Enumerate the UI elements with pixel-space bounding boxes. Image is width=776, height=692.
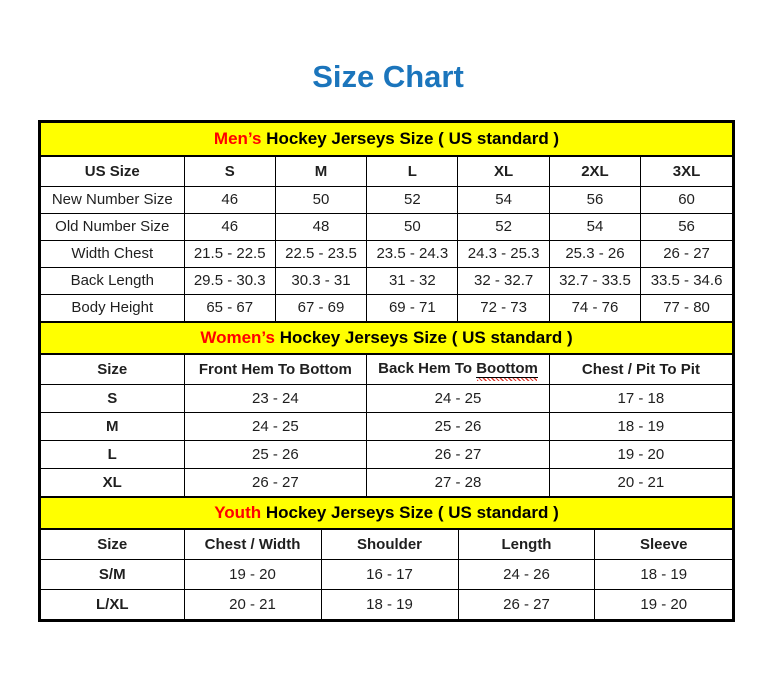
- table-row: [41, 589, 732, 619]
- value-cell: 54: [549, 213, 640, 240]
- mens-table: [41, 157, 732, 321]
- table-row: [41, 267, 732, 294]
- column-header-row: [41, 355, 732, 384]
- table-row: [41, 294, 732, 321]
- value-cell: 33.5 - 34.6: [641, 267, 732, 294]
- column-header-cell: Sleeve: [595, 530, 732, 559]
- value-cell: 18 - 19: [321, 589, 458, 619]
- row-label-cell: Old Number Size: [41, 213, 184, 240]
- value-cell: 56: [641, 213, 732, 240]
- value-cell: 56: [549, 186, 640, 213]
- value-cell: 19 - 20: [595, 589, 732, 619]
- value-cell: 22.5 - 23.5: [275, 240, 366, 267]
- womens-table-title-band: [41, 321, 732, 355]
- value-cell: 50: [275, 186, 366, 213]
- table-row: [41, 412, 732, 440]
- value-cell: 72 - 73: [458, 294, 549, 321]
- row-label-cell: Width Chest: [41, 240, 184, 267]
- value-cell: 52: [458, 213, 549, 240]
- value-cell: 26 - 27: [184, 468, 367, 496]
- column-header-row: [41, 530, 732, 559]
- value-cell: 67 - 69: [275, 294, 366, 321]
- womens-table-title-text: Hockey Jerseys Size ( US standard ): [274, 328, 573, 347]
- value-cell: 52: [367, 186, 458, 213]
- value-cell: 20 - 21: [549, 468, 732, 496]
- value-cell: 46: [184, 186, 275, 213]
- table-row: [41, 186, 732, 213]
- womens-table: [41, 355, 732, 496]
- column-header-cell: Front Hem To Bottom: [184, 355, 367, 384]
- youth-table-title-text: Hockey Jerseys Size ( US standard ): [261, 503, 559, 522]
- value-cell: 50: [367, 213, 458, 240]
- value-cell: 21.5 - 22.5: [184, 240, 275, 267]
- value-cell: 46: [184, 213, 275, 240]
- value-cell: 32 - 32.7: [458, 267, 549, 294]
- column-header-cell: Chest / Pit To Pit: [549, 355, 732, 384]
- row-label-cell: L/XL: [41, 589, 184, 619]
- row-label-cell: Body Height: [41, 294, 184, 321]
- youth-table-title-band: [41, 496, 732, 530]
- value-cell: 24.3 - 25.3: [458, 240, 549, 267]
- column-header-cell: L: [367, 157, 458, 186]
- value-cell: 25.3 - 26: [549, 240, 640, 267]
- value-cell: 26 - 27: [458, 589, 595, 619]
- value-cell: 32.7 - 33.5: [549, 267, 640, 294]
- column-header-cell: Size: [41, 355, 184, 384]
- column-header-cell: [367, 355, 550, 384]
- value-cell: 25 - 26: [184, 440, 367, 468]
- youth-table: [41, 530, 732, 619]
- value-cell: 19 - 20: [184, 559, 321, 589]
- table-row: [41, 384, 732, 412]
- column-header-cell: XL: [458, 157, 549, 186]
- value-cell: 54: [458, 186, 549, 213]
- row-label-cell: S: [41, 384, 184, 412]
- value-cell: 19 - 20: [549, 440, 732, 468]
- column-header-row: [41, 157, 732, 186]
- table-row: [41, 468, 732, 496]
- mens-table-title-accent: Men’s: [213, 129, 262, 148]
- page-title: Size Chart: [312, 59, 464, 94]
- mens-table-title-text: Hockey Jerseys Size ( US standard ): [261, 129, 560, 148]
- column-header-cell: S: [184, 157, 275, 186]
- value-cell: 17 - 18: [549, 384, 732, 412]
- value-cell: 20 - 21: [184, 589, 321, 619]
- column-header-cell: US Size: [41, 157, 184, 186]
- misspelled-word: Boottom: [476, 360, 538, 378]
- table-row: [41, 440, 732, 468]
- column-header-cell: M: [275, 157, 366, 186]
- value-cell: 48: [275, 213, 366, 240]
- youth-size-table: [41, 496, 732, 619]
- row-label-cell: Back Length: [41, 267, 184, 294]
- value-cell: 31 - 32: [367, 267, 458, 294]
- row-label-cell: S/M: [41, 559, 184, 589]
- womens-table-title-accent: Women’s: [200, 328, 275, 347]
- value-cell: 25 - 26: [367, 412, 550, 440]
- column-header-cell: Shoulder: [321, 530, 458, 559]
- value-cell: 16 - 17: [321, 559, 458, 589]
- column-header-cell: Size: [41, 530, 184, 559]
- value-cell: 26 - 27: [367, 440, 550, 468]
- value-cell: 18 - 19: [595, 559, 732, 589]
- value-cell: 69 - 71: [367, 294, 458, 321]
- value-cell: 77 - 80: [641, 294, 732, 321]
- value-cell: 18 - 19: [549, 412, 732, 440]
- column-header-cell: Chest / Width: [184, 530, 321, 559]
- womens-size-table: [41, 321, 732, 496]
- value-cell: 65 - 67: [184, 294, 275, 321]
- column-header-cell: 2XL: [549, 157, 640, 186]
- table-row: [41, 240, 732, 267]
- table-row: [41, 213, 732, 240]
- youth-table-title-accent: Youth: [214, 503, 262, 522]
- value-cell: 23.5 - 24.3: [367, 240, 458, 267]
- row-label-cell: M: [41, 412, 184, 440]
- value-cell: 29.5 - 30.3: [184, 267, 275, 294]
- value-cell: 74 - 76: [549, 294, 640, 321]
- row-label-cell: XL: [41, 468, 184, 496]
- value-cell: 30.3 - 31: [275, 267, 366, 294]
- value-cell: 26 - 27: [641, 240, 732, 267]
- value-cell: 27 - 28: [367, 468, 550, 496]
- mens-table-title-band: [41, 123, 732, 157]
- value-cell: 24 - 25: [367, 384, 550, 412]
- column-header-cell: 3XL: [641, 157, 732, 186]
- mens-size-table: [41, 123, 732, 321]
- size-chart: [38, 120, 735, 622]
- value-cell: 23 - 24: [184, 384, 367, 412]
- table-row: [41, 559, 732, 589]
- row-label-cell: New Number Size: [41, 186, 184, 213]
- column-header-cell: Length: [458, 530, 595, 559]
- value-cell: 24 - 26: [458, 559, 595, 589]
- column-header-text: Back Hem To: [378, 360, 477, 378]
- value-cell: 60: [641, 186, 732, 213]
- value-cell: 24 - 25: [184, 412, 367, 440]
- row-label-cell: L: [41, 440, 184, 468]
